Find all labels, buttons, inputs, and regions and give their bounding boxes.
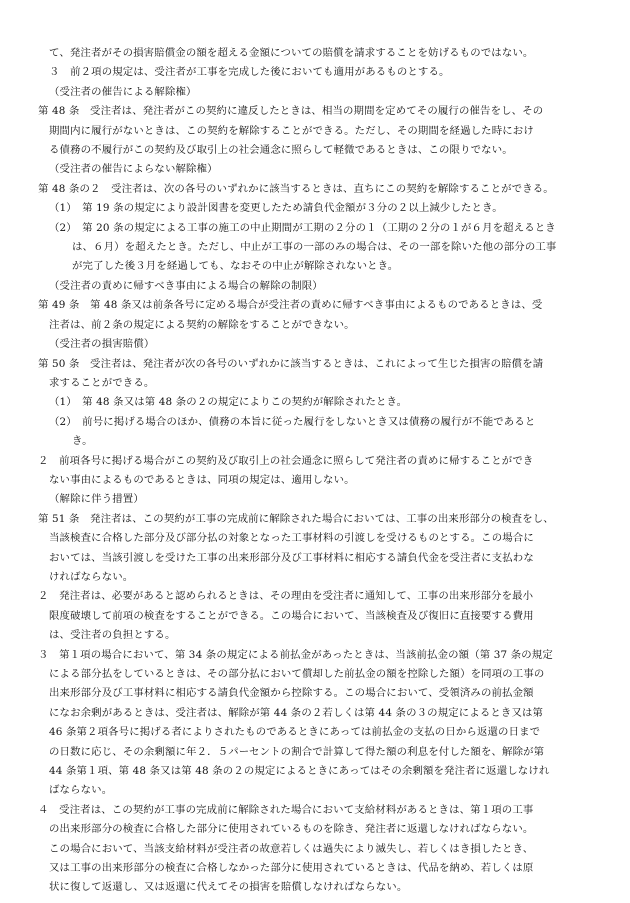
contract-text-body (38, 44, 602, 898)
text-line: 注者は、前２条の規定による契約の解除をすることができない。 (49, 318, 355, 331)
text-line: 第 51 条 発注者は、この契約が工事の完成前に解除された場合においては、工事の出来形部分の検査をし、 (38, 512, 554, 525)
text-line: この場合において、当該支給材料が受注者の故意若しくは過失により滅失し、若しくはき損したとき、 (49, 842, 534, 855)
text-line: は、６月）を超えたとき。ただし、中止が工事の一部のみの場合は、その一部を除いた他の部分の工事 (72, 241, 557, 254)
text-line: 状に復して返還し、又は返還に代えてその損害を賠償しなければならない。 (49, 881, 408, 894)
text-line: おいては、当該引渡しを受けた工事の出来形部分及び工事材料に相応する請負代金を受注者に支払わな (49, 551, 534, 564)
text-line: の出来形部分の検査に合格した部分に使用されているものを除き、発注者に返還しなければならない。 (49, 823, 534, 836)
text-line: ３ 第１項の場合において、第 34 条の規定による前払金があったときは、当該前払金の額（第 37 条の規定 (38, 648, 553, 661)
text-line: （2） 第 20 条の規定による工事の施工の中止期間が工期の２分の１（工期の２分の１が６月を超えるとき (49, 221, 556, 234)
text-line: る債務の不履行がこの契約及び取引上の社会通念に照らして軽微であるときは、この限りでない。 (49, 144, 513, 157)
text-line: 出来形部分及び工事材料に相応する請負代金額から控除する。この場合において、受領済みの前払金額 (49, 687, 534, 700)
text-line: （受注者の損害賠償） (49, 338, 155, 351)
text-line: 限度破壊して前項の検査をすることができる。この場合において、当該検査及び復旧に直接要する費用 (49, 609, 534, 622)
text-line: （受注者の責めに帰すべき事由による場合の解除の制限） (49, 279, 323, 292)
text-line: （受注者の催告によらない解除権） (49, 163, 218, 176)
text-line: の日数に応じ、その余剰額に年２．５パーセントの割合で計算して得た額の利息を付した額を、解除が第 (49, 745, 545, 758)
text-line: 又は工事の出来形部分の検査に合格しなかった部分に使用されているときは、代品を納め、若しくは原 (49, 862, 534, 875)
text-line: ４ 受注者は、この契約が工事の完成前に解除された場合において支給材料があるときは、第１項の工事 (38, 803, 534, 816)
text-line: 当該検査に合格した部分及び部分払の対象となった工事材料の引渡しを受けるものとする。この場合に (49, 532, 534, 545)
text-line: が完了した後３月を経過しても、なおその中止が解除されないとき。 (72, 260, 399, 273)
text-line: 第 49 条 第 48 条又は前条各号に定める場合が受注者の責めに帰すべき事由によるものであるときは、受 (38, 299, 543, 312)
text-line: ２ 発注者は、必要があると認められるときは、その理由を受注者に通知して、工事の出来形部分を最小 (38, 590, 534, 603)
text-line: き。 (72, 435, 93, 448)
text-line: 期間内に履行がないときは、この契約を解除することができる。ただし、その期間を経過した時におけ (49, 124, 534, 137)
text-line: ３ 前２項の規定は、受注者が工事を完成した後においても適用があるものとする。 (49, 66, 450, 79)
text-line: 44 条第１項、第 48 条又は第 48 条の２の規定によるときにあってはその余剰額を発注者に返還しなけれ (49, 765, 550, 778)
text-line: ２ 前項各号に掲げる場合がこの契約及び取引上の社会通念に照らして発注者の責めに帰することができ (38, 454, 534, 467)
text-line: 第 48 条の２ 受注者は、次の各号のいずれかに該当するときは、直ちにこの契約を解除することができる。 (38, 182, 554, 195)
text-line: （1） 第 19 条の規定により設計図書を変更したため請負代金額が３分の２以上減少したとき。 (49, 202, 503, 215)
text-line: 46 条第２項各号に掲げる者によりされたものであるときにあっては前払金の支払の日から返還の日まで (49, 726, 541, 739)
text-line: になお余剰があるときは、受注者は、解除が第 44 条の２若しくは第 44 条の３の規定によるとき又は第 (49, 706, 544, 719)
text-line: 求することができる。 (49, 376, 155, 389)
text-line: 第 48 条 受注者は、発注者がこの契約に違反したときは、相当の期間を定めてその履行の催告をし、その (38, 105, 544, 118)
text-line: ない事由によるものであるときは、同項の規定は、適用しない。 (49, 473, 355, 486)
text-line: （解除に伴う措置） (49, 493, 144, 506)
text-line: による部分払をしているときは、その部分払において償却した前払金の額を控除した額）を同項の工事の (49, 668, 545, 680)
text-line: （2） 前号に掲げる場合のほか、債務の本旨に従った履行をしないとき又は債務の履行が不能であると (49, 415, 536, 428)
text-line: ければならない。 (49, 570, 134, 583)
text-line: 第 50 条 受注者は、発注者が次の各号のいずれかに該当するときは、これによって生じた損害の賠償を請 (38, 357, 544, 370)
text-line: （1） 第 48 条又は第 48 条の２の規定によりこの契約が解除されたとき。 (49, 396, 408, 409)
text-line: は、受注者の負担とする。 (49, 629, 176, 642)
text-line: て、発注者がその損害賠償金の額を超える金額についての賠償を請求することを妨げるものではない。 (49, 47, 534, 59)
text-line: ばならない。 (49, 784, 113, 797)
text-line: （受注者の催告による解除権） (49, 85, 197, 98)
